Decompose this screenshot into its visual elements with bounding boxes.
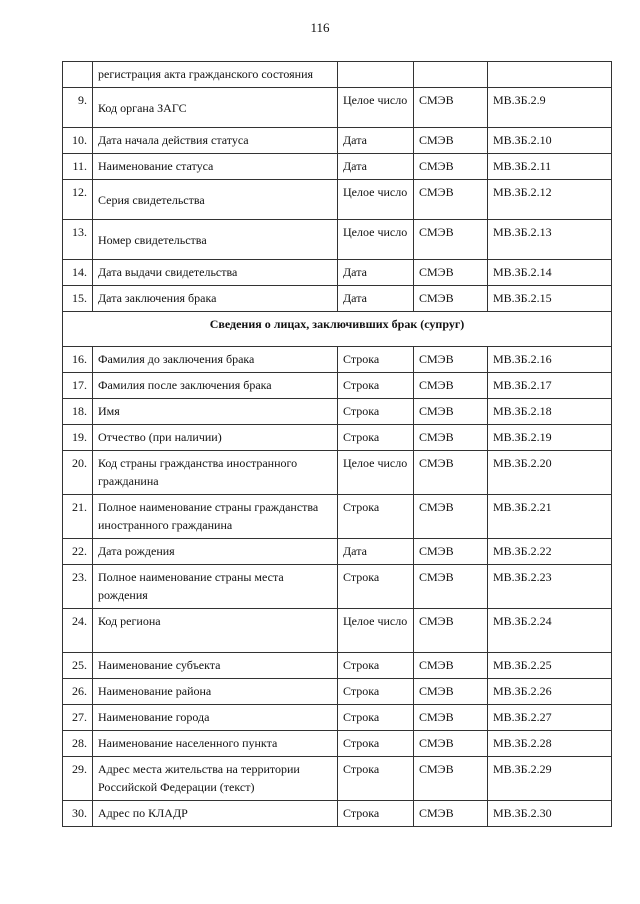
row-type: Строка [338, 679, 414, 705]
row-name: Полное наименование страны места рождения [93, 565, 338, 609]
row-type: Строка [338, 653, 414, 679]
row-code: МВ.ЗБ.2.29 [488, 757, 612, 801]
row-source: СМЭВ [414, 347, 488, 373]
table-row [63, 128, 612, 154]
row-name: Дата выдачи свидетельства [93, 260, 338, 286]
row-code: МВ.ЗБ.2.25 [488, 653, 612, 679]
row-type: Целое число [338, 609, 414, 653]
row-name: Фамилия до заключения брака [93, 347, 338, 373]
row-source: СМЭВ [414, 539, 488, 565]
table-row [63, 653, 612, 679]
table-row [63, 425, 612, 451]
table-row [63, 62, 612, 88]
row-source: СМЭВ [414, 220, 488, 260]
row-code: МВ.ЗБ.2.12 [488, 180, 612, 220]
row-type: Строка [338, 399, 414, 425]
row-name: Наименование субъекта [93, 653, 338, 679]
row-number: 25. [63, 653, 93, 679]
row-type: Дата [338, 260, 414, 286]
row-source: СМЭВ [414, 757, 488, 801]
row-number: 26. [63, 679, 93, 705]
page-number: 116 [310, 20, 330, 35]
row-code: МВ.ЗБ.2.21 [488, 495, 612, 539]
row-code: МВ.ЗБ.2.10 [488, 128, 612, 154]
row-source: СМЭВ [414, 653, 488, 679]
table-row [63, 180, 612, 220]
row-name: Наименование населенного пункта [93, 731, 338, 757]
row-number: 22. [63, 539, 93, 565]
table-row [63, 399, 612, 425]
row-type: Дата [338, 154, 414, 180]
row-source: СМЭВ [414, 373, 488, 399]
row-type [338, 62, 414, 88]
row-source: СМЭВ [414, 705, 488, 731]
row-number: 9. [63, 88, 93, 128]
row-name: Наименование города [93, 705, 338, 731]
table-row [63, 609, 612, 653]
row-code: МВ.ЗБ.2.17 [488, 373, 612, 399]
row-name: Имя [93, 399, 338, 425]
row-code: МВ.ЗБ.2.14 [488, 260, 612, 286]
table-row [63, 220, 612, 260]
row-source: СМЭВ [414, 731, 488, 757]
row-number: 17. [63, 373, 93, 399]
row-type: Дата [338, 539, 414, 565]
table-row [63, 286, 612, 312]
row-number: 14. [63, 260, 93, 286]
row-code: МВ.ЗБ.2.16 [488, 347, 612, 373]
table-row [63, 373, 612, 399]
row-type: Целое число [338, 88, 414, 128]
row-source: СМЭВ [414, 495, 488, 539]
row-type: Дата [338, 286, 414, 312]
table-row [63, 260, 612, 286]
row-number: 21. [63, 495, 93, 539]
row-code: МВ.ЗБ.2.19 [488, 425, 612, 451]
row-name: Дата рождения [93, 539, 338, 565]
table-row [63, 679, 612, 705]
row-code: МВ.ЗБ.2.11 [488, 154, 612, 180]
table-row [63, 757, 612, 801]
row-code: МВ.ЗБ.2.13 [488, 220, 612, 260]
row-number: 10. [63, 128, 93, 154]
table-row [63, 88, 612, 128]
row-number: 28. [63, 731, 93, 757]
row-type: Целое число [338, 451, 414, 495]
table-row [63, 451, 612, 495]
row-source: СМЭВ [414, 399, 488, 425]
row-type: Строка [338, 801, 414, 827]
row-code: МВ.ЗБ.2.15 [488, 286, 612, 312]
row-code: МВ.ЗБ.2.27 [488, 705, 612, 731]
section-row [63, 312, 612, 347]
row-source: СМЭВ [414, 286, 488, 312]
row-code: МВ.ЗБ.2.24 [488, 609, 612, 653]
row-name: Полное наименование страны гражданства иностранного гражданина [93, 495, 338, 539]
row-source: СМЭВ [414, 801, 488, 827]
row-name: Код органа ЗАГС [93, 88, 338, 128]
row-type: Строка [338, 347, 414, 373]
row-name: Адрес по КЛАДР [93, 801, 338, 827]
table-row [63, 154, 612, 180]
row-name: регистрация акта гражданского состояния [93, 62, 338, 88]
row-number: 13. [63, 220, 93, 260]
row-type: Целое число [338, 220, 414, 260]
row-code: МВ.ЗБ.2.20 [488, 451, 612, 495]
row-number: 20. [63, 451, 93, 495]
row-number: 24. [63, 609, 93, 653]
row-code: МВ.ЗБ.2.18 [488, 399, 612, 425]
row-code: МВ.ЗБ.2.26 [488, 679, 612, 705]
row-number: 30. [63, 801, 93, 827]
row-number [63, 62, 93, 88]
table-row [63, 705, 612, 731]
row-name: Дата заключения брака [93, 286, 338, 312]
row-name: Серия свидетельства [93, 180, 338, 220]
row-number: 27. [63, 705, 93, 731]
row-number: 18. [63, 399, 93, 425]
row-source: СМЭВ [414, 180, 488, 220]
row-number: 29. [63, 757, 93, 801]
row-code [488, 62, 612, 88]
row-number: 15. [63, 286, 93, 312]
row-code: МВ.ЗБ.2.9 [488, 88, 612, 128]
row-type: Целое число [338, 180, 414, 220]
row-type: Строка [338, 425, 414, 451]
row-source: СМЭВ [414, 128, 488, 154]
row-number: 12. [63, 180, 93, 220]
row-source: СМЭВ [414, 679, 488, 705]
table-row [63, 565, 612, 609]
row-name: Номер свидетельства [93, 220, 338, 260]
row-code: МВ.ЗБ.2.28 [488, 731, 612, 757]
row-type: Строка [338, 757, 414, 801]
row-number: 11. [63, 154, 93, 180]
row-name: Отчество (при наличии) [93, 425, 338, 451]
row-name: Адрес места жительства на территории Российской Федерации (текст) [93, 757, 338, 801]
row-type: Строка [338, 565, 414, 609]
row-name: Код региона [93, 609, 338, 653]
row-code: МВ.ЗБ.2.30 [488, 801, 612, 827]
row-source: СМЭВ [414, 260, 488, 286]
table-row [63, 539, 612, 565]
row-name: Наименование района [93, 679, 338, 705]
table-row [63, 347, 612, 373]
row-source: СМЭВ [414, 154, 488, 180]
table-row [63, 801, 612, 827]
row-name: Дата начала действия статуса [93, 128, 338, 154]
table-row [63, 731, 612, 757]
row-source: СМЭВ [414, 609, 488, 653]
row-name: Код страны гражданства иностранного гражданина [93, 451, 338, 495]
table-row [63, 495, 612, 539]
data-table [62, 61, 612, 827]
row-name: Наименование статуса [93, 154, 338, 180]
row-code: МВ.ЗБ.2.23 [488, 565, 612, 609]
row-source [414, 62, 488, 88]
row-source: СМЭВ [414, 565, 488, 609]
row-source: СМЭВ [414, 451, 488, 495]
row-type: Строка [338, 705, 414, 731]
row-type: Дата [338, 128, 414, 154]
row-number: 16. [63, 347, 93, 373]
section-title: Сведения о лицах, заключивших брак (супруг) [63, 312, 612, 347]
row-source: СМЭВ [414, 88, 488, 128]
table-body [63, 62, 612, 827]
row-type: Строка [338, 373, 414, 399]
row-type: Строка [338, 495, 414, 539]
row-code: МВ.ЗБ.2.22 [488, 539, 612, 565]
row-number: 23. [63, 565, 93, 609]
row-name: Фамилия после заключения брака [93, 373, 338, 399]
row-type: Строка [338, 731, 414, 757]
row-number: 19. [63, 425, 93, 451]
row-source: СМЭВ [414, 425, 488, 451]
